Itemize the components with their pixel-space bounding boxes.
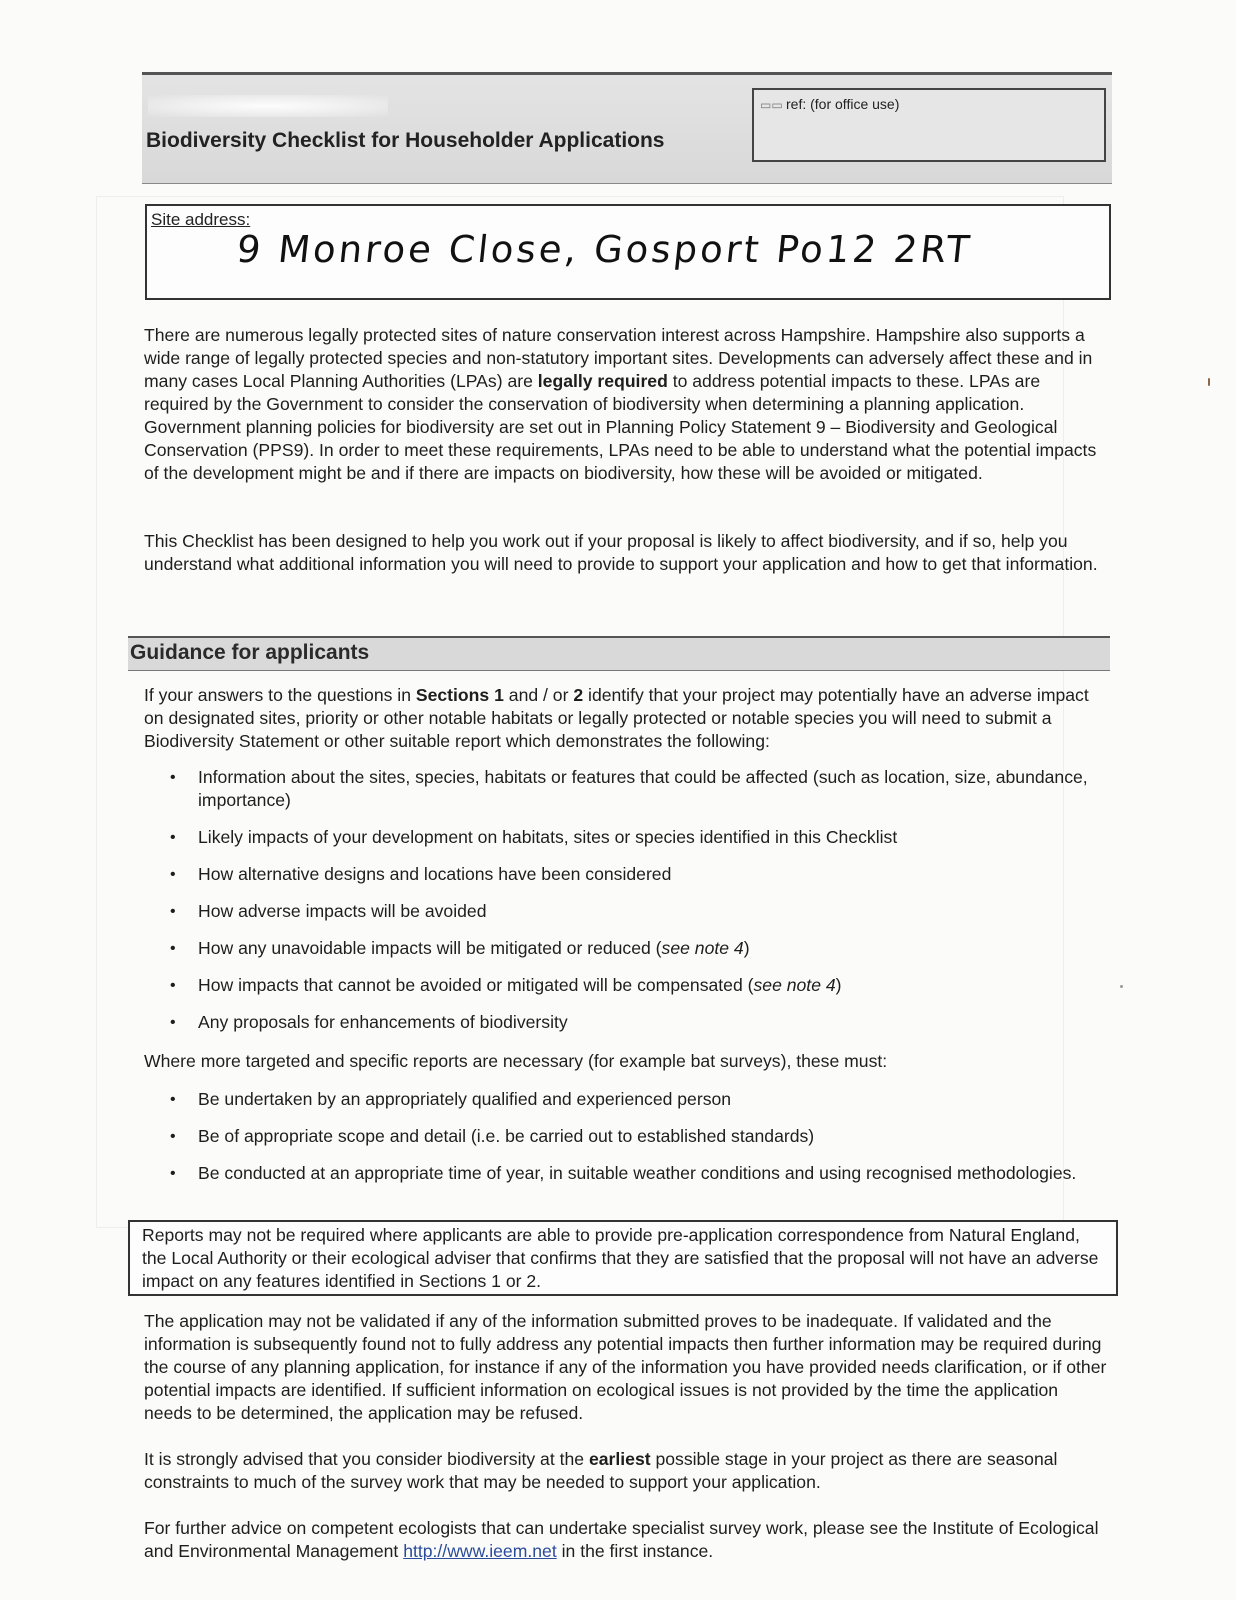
- advice-text: possible stage in your project as there are seasonal constraints to much of the survey work that may be needed to support your application.: [144, 1449, 1058, 1492]
- list-item: • How alternative designs and locations have been considered: [166, 863, 1111, 886]
- list-item: [166, 974, 1111, 997]
- list-item: • Be undertaken by an appropriately qualified and experienced person: [166, 1088, 1111, 1111]
- guidance-emphasis: 2: [573, 685, 584, 705]
- intro-paragraph-1: [144, 324, 1109, 485]
- guidance-lead: [144, 684, 1109, 753]
- list-item: • Likely impacts of your development on habitats, sites or species identified in this Checklist: [166, 826, 1111, 849]
- advice-text: It is strongly advised that you consider biodiversity at the: [144, 1449, 589, 1469]
- pre-application-notice: [128, 1220, 1118, 1296]
- redaction-smudge: [148, 95, 388, 117]
- list-item: • How adverse impacts will be avoided: [166, 900, 1111, 923]
- list-text: How impacts that cannot be avoided or mitigated will be compensated (: [198, 975, 754, 995]
- list-item: • Any proposals for enhancements of biodiversity: [166, 1011, 1111, 1034]
- list-item: • Information about the sites, species, habitats or features that could be affected (such as location, size, abundance, importance): [166, 766, 1111, 812]
- site-address-value[interactable]: 9 Monroe Close, Gosport Po12 2RT: [234, 228, 975, 271]
- guidance-title: Guidance for applicants: [130, 641, 370, 664]
- office-ref-box: [752, 88, 1106, 162]
- list-item: [166, 937, 1111, 960]
- scan-speck: [1120, 985, 1123, 988]
- ref-stamp: ▭▭: [760, 98, 787, 112]
- further-text: For further advice on competent ecologists that can undertake specialist survey work, please see the Institute of Ecological and Environmental Management: [144, 1518, 1099, 1561]
- list-text: How any unavoidable impacts will be mitigated or reduced (: [198, 938, 662, 958]
- notice-text: Reports may not be required where applicants are able to provide pre-application correspondence from Natural England, the Local Authority or their ecological adviser that confirms that they are satisfied that the proposal will not have an adverse impact on any features identified in Sections 1 or 2.: [142, 1225, 1099, 1291]
- list-text: ): [743, 938, 750, 958]
- office-ref-text: ref: (for office use): [786, 96, 900, 112]
- guidance-text: and / or: [503, 685, 574, 705]
- ieem-link[interactable]: http://www.ieem.net: [403, 1541, 557, 1561]
- intro-paragraph-2: This Checklist has been designed to help you work out if your proposal is likely to affect biodiversity, and if so, help you understand what additional information you will need to provide to support your application and how to get that information.: [144, 531, 1098, 574]
- site-address-box[interactable]: [145, 204, 1111, 300]
- advice-paragraph: [144, 1448, 1109, 1494]
- intro-text: to address potential impacts to these. LPAs are required by the Government to consider the conservation of biodiversity when determining a planning application. Government planning policies for biodiversity are set out in Planning Policy Statement 9 – Biodiversity and Geological Conservation (PPS9). In order to meet these requirements, LPAs need to be able to understand what the potential impacts of the development might be and if there are impacts on biodiversity, how these will be avoided or mitigated.: [144, 371, 1097, 483]
- note-reference: see note 4: [661, 938, 744, 958]
- guidance-text: If your answers to the questions in: [144, 685, 416, 705]
- targeted-reports-list: [166, 1088, 1111, 1185]
- guidance-section-header: [128, 636, 1110, 671]
- note-reference: see note 4: [753, 975, 836, 995]
- guidance-emphasis: Sections 1: [415, 685, 504, 705]
- statement-requirements-list: [166, 766, 1111, 1034]
- page-title: Biodiversity Checklist for Householder Applications: [146, 129, 665, 152]
- list-item: • Be conducted at an appropriate time of year, in suitable weather conditions and using recognised methodologies.: [166, 1162, 1111, 1185]
- further-advice-paragraph: [144, 1517, 1109, 1563]
- office-ref-label: [760, 96, 899, 112]
- list-item: • Be of appropriate scope and detail (i.e. be carried out to established standards): [166, 1125, 1111, 1148]
- further-text: in the first instance.: [556, 1541, 714, 1561]
- scan-speck: [1208, 378, 1210, 386]
- intro-emphasis: legally required: [537, 371, 668, 391]
- intro-text: There are numerous legally protected sites of nature conservation interest across Hampshire. Hampshire also supports a wide range of legally protected species and non-statutory important sites. Developments can adversely affect these and in many cases Local Planning Authorities (LPAs) are: [144, 325, 1093, 391]
- list-text: ): [835, 975, 842, 995]
- advice-emphasis: earliest: [588, 1449, 651, 1469]
- site-address-label: Site address:: [151, 210, 251, 229]
- header-band: [142, 72, 1112, 184]
- targeted-reports-lead: Where more targeted and specific reports are necessary (for example bat surveys), these must:: [144, 1051, 888, 1071]
- guidance-text: identify that your project may potentially have an adverse impact on designated sites, priority or other notable habitats or legally protected or notable species you will need to submit a Biodiversity Statement or other suitable report which demonstrates the following:: [144, 685, 1089, 751]
- validation-paragraph: The application may not be validated if any of the information submitted proves to be inadequate. If validated and the information is subsequently found not to fully address any potential impacts then further information may be required during the course of any planning application, for instance if any of the information you have provided needs clarification, or if other potential impacts are identified. If sufficient information on ecological issues is not provided by the time the application needs to be determined, the application may be refused.: [144, 1311, 1107, 1423]
